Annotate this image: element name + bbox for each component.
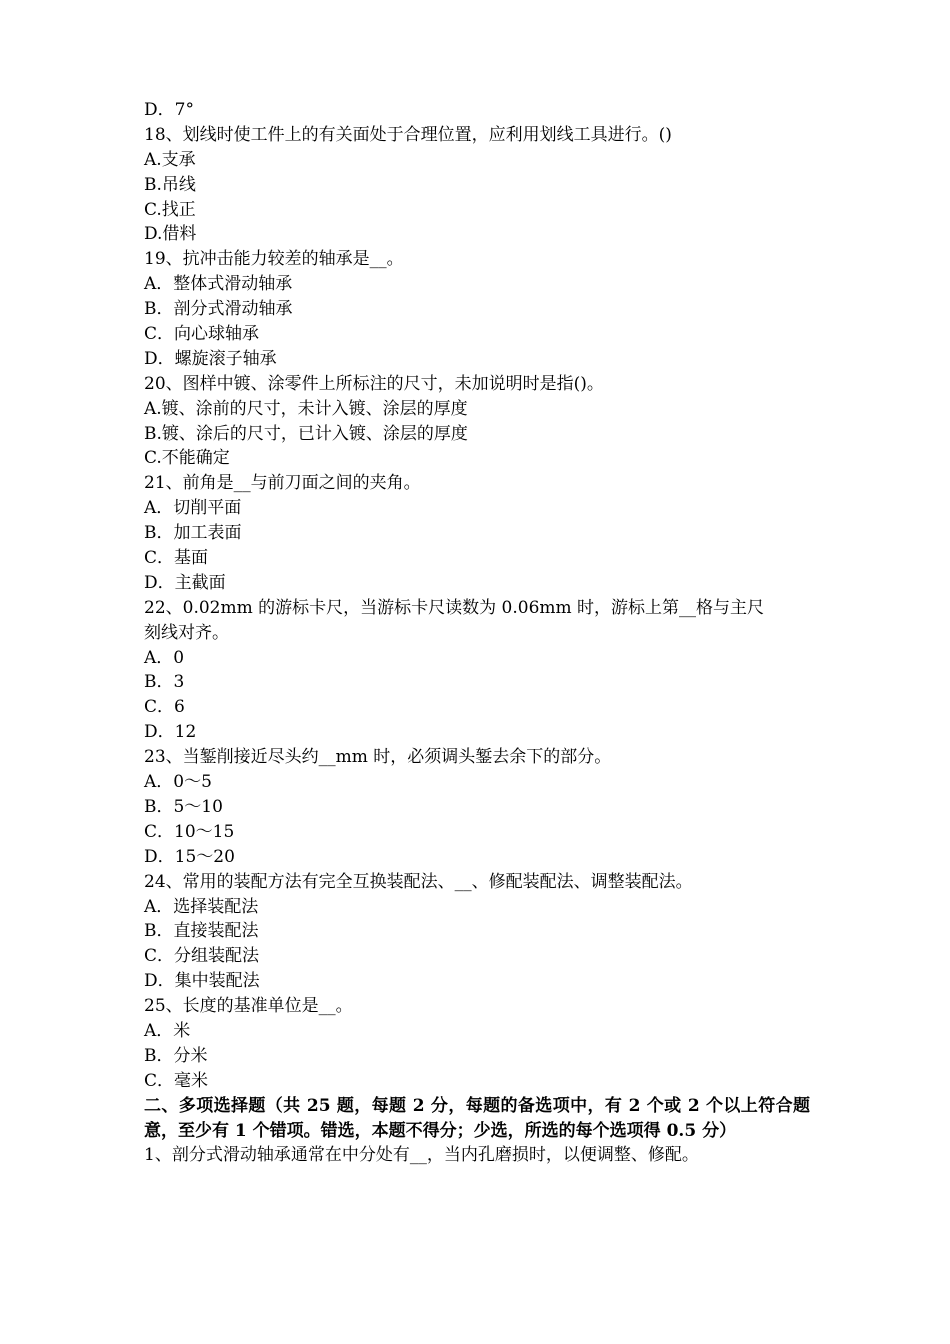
text-line: D．7° [144,100,194,120]
text-line: B．加工表面 [144,523,242,544]
text-line: A.镀、涂前的尺寸，未计入镀、涂层的厚度 [144,398,468,419]
text-line: 19、抗冲击能力较差的轴承是__。 [144,249,404,270]
text-line: B．3 [144,672,185,693]
text-line: 24、常用的装配方法有完全互换装配法、__、修配装配法、调整装配法。 [144,871,693,892]
text-line: C．6 [144,697,185,718]
text-line: 20、图样中镀、涂零件上所标注的尺寸，未加说明时是指()。 [144,373,604,394]
text-line: A．0 [144,647,185,668]
text-line: C．分组装配法 [144,946,260,967]
question-list-continued [144,1143,810,1168]
text-line: 刻线对齐。 [144,622,229,643]
section-heading: 二、多项选择题（共 25 题，每题 2 分，每题的备选项中，有 2 个或 2 个以上符合题意，至少有 1 个错项。错选，本题不得分；少选，所选的每个选项得 0.5 分） [144,1095,810,1141]
document-page [144,98,810,1168]
text-line: D．主截面 [144,572,226,593]
text-line: C．毫米 [144,1070,209,1091]
text-line: D．15～20 [144,846,235,867]
text-line: 22、0.02mm 的游标卡尺，当游标卡尺读数为 0.06mm 时，游标上第__格与主尺 [144,597,765,618]
text-line: A.支承 [144,149,196,170]
text-line: C．10～15 [144,821,235,842]
text-line: 25、长度的基准单位是__。 [144,996,353,1017]
text-line: A．整体式滑动轴承 [144,274,293,295]
text-line: A．0～5 [144,772,212,793]
text-line: D．12 [144,722,197,743]
text-line: C.不能确定 [144,448,230,469]
text-line: C.找正 [144,199,196,220]
text-line: A．米 [144,1020,191,1041]
text-line: 18、划线时使工件上的有关面处于合理位置，应利用划线工具进行。() [144,124,672,145]
text-line: C．向心球轴承 [144,324,260,345]
text-line: B．分米 [144,1045,208,1066]
text-line: B.吊线 [144,174,196,195]
text-line: B．直接装配法 [144,921,259,942]
question-list [144,98,810,1094]
text-line: B．剖分式滑动轴承 [144,299,293,320]
text-line: B．5～10 [144,796,223,817]
text-line: B.镀、涂后的尺寸，已计入镀、涂层的厚度 [144,423,468,444]
text-line: A．选择装配法 [144,896,259,917]
text-line: D．集中装配法 [144,971,260,992]
text-line: 23、当錾削接近尽头约__mm 时，必须调头錾去余下的部分。 [144,747,612,768]
text-line: C．基面 [144,548,209,569]
text-line: D．螺旋滚子轴承 [144,348,277,369]
text-line: 1、剖分式滑动轴承通常在中分处有__，当内孔磨损时，以便调整、修配。 [144,1145,699,1166]
text-line: 21、前角是__与前刀面之间的夹角。 [144,473,421,494]
text-line: A．切削平面 [144,498,242,519]
text-line: D.借料 [144,224,197,245]
